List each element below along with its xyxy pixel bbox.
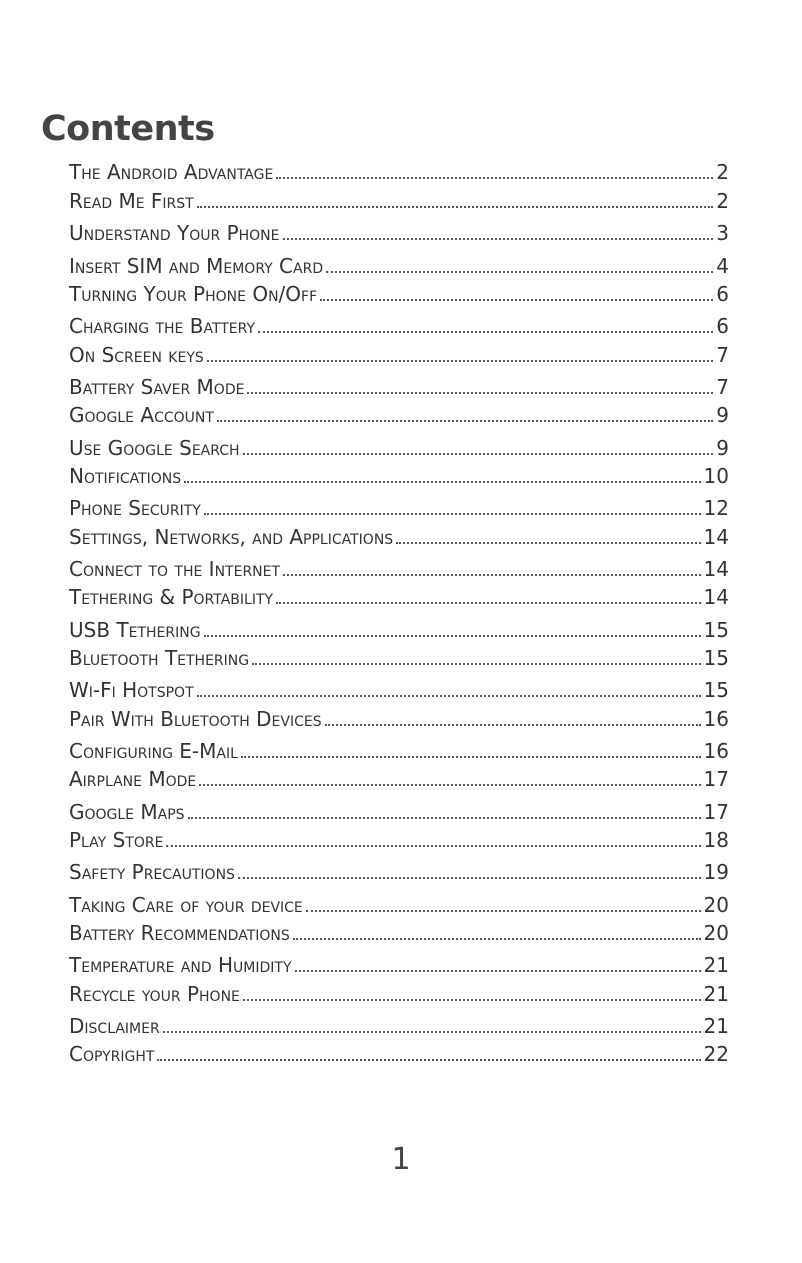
- toc-entry-label: Safety Precautions: [69, 860, 235, 884]
- toc-entry-label: Wi-Fi Hotspot: [69, 678, 194, 702]
- dot-leader: [283, 574, 701, 576]
- toc-entry-label: Phone Security: [69, 496, 201, 520]
- toc-entry-safety-precautions[interactable]: [69, 858, 729, 882]
- toc-entry-label: Insert SIM and Memory Card: [69, 254, 324, 278]
- dot-leader: [163, 1031, 701, 1033]
- toc-entry-label: Configuring E-Mail: [69, 739, 238, 763]
- toc-entry-page: 4: [716, 254, 729, 278]
- toc-entry-page: 14: [703, 557, 729, 581]
- dot-leader: [238, 877, 701, 879]
- toc-entry-label: On Screen keys: [69, 343, 204, 367]
- toc-entry-label: Battery Saver Mode: [69, 375, 245, 399]
- toc-entry-battery-recommendations[interactable]: [69, 919, 729, 943]
- dot-leader: [197, 695, 701, 697]
- toc-entry-wifi-hotspot[interactable]: [69, 676, 729, 700]
- toc-entry-bluetooth-tethering[interactable]: [69, 644, 729, 668]
- dot-leader: [293, 938, 701, 940]
- toc-entry-page: 20: [703, 921, 729, 945]
- dot-leader: [258, 331, 713, 333]
- toc-entry-page: 16: [703, 707, 729, 731]
- toc-entry-page: 21: [703, 1014, 729, 1038]
- toc-entry-page: 12: [703, 496, 729, 520]
- dot-leader: [204, 513, 701, 515]
- toc-entry-configuring-email[interactable]: [69, 737, 729, 761]
- dot-leader: [204, 635, 701, 637]
- toc-entry-page: 6: [716, 314, 729, 338]
- toc-entry-understand-your-phone[interactable]: [69, 219, 729, 243]
- toc-entry-page: 14: [703, 585, 729, 609]
- toc-entry-page: 22: [703, 1042, 729, 1066]
- toc-entry-page: 21: [703, 953, 729, 977]
- toc-entry-pair-bluetooth-devices[interactable]: [69, 705, 729, 729]
- toc-entry-label: Tethering & Portability: [69, 585, 274, 609]
- toc-entry-page: 2: [716, 189, 729, 213]
- dot-leader: [326, 271, 713, 273]
- toc-entry-page: 21: [703, 982, 729, 1006]
- dot-leader: [295, 970, 701, 972]
- toc-entry-page: 19: [703, 860, 729, 884]
- toc-entry-label: Copyright: [69, 1042, 155, 1066]
- toc-entry-page: 9: [716, 436, 729, 460]
- toc-entry-temperature-humidity[interactable]: [69, 951, 729, 975]
- toc-entry-page: 14: [703, 525, 729, 549]
- toc-entry-turning-phone-on-off[interactable]: [69, 280, 729, 304]
- toc-entry-page: 16: [703, 739, 729, 763]
- toc-entry-page: 9: [716, 403, 729, 427]
- toc-entry-insert-sim[interactable]: [69, 252, 729, 276]
- toc-entry-notifications[interactable]: [69, 462, 729, 486]
- toc-entry-on-screen-keys[interactable]: [69, 341, 729, 365]
- dot-leader: [197, 206, 714, 208]
- toc-entry-label: Use Google Search: [69, 436, 240, 460]
- toc-entry-page: 3: [716, 221, 729, 245]
- toc-entry-label: Notifications: [69, 464, 182, 488]
- dot-leader: [166, 845, 700, 847]
- dot-leader: [217, 420, 713, 422]
- toc-entry-page: 6: [716, 282, 729, 306]
- toc-entry-page: 17: [703, 800, 729, 824]
- toc-entry-page: 15: [703, 678, 729, 702]
- dot-leader: [199, 784, 700, 786]
- toc-entry-label: Temperature and Humidity: [69, 953, 292, 977]
- toc-entry-page: 15: [703, 646, 729, 670]
- dot-leader: [188, 817, 701, 819]
- dot-leader: [396, 542, 700, 544]
- toc-entry-recycle-phone[interactable]: [69, 980, 729, 1004]
- toc-entry-page: 20: [703, 893, 729, 917]
- dot-leader: [207, 360, 714, 362]
- toc-entry-read-me-first[interactable]: [69, 187, 729, 211]
- dot-leader: [243, 999, 701, 1001]
- toc-entry-label: Bluetooth Tethering: [69, 646, 250, 670]
- toc-entry-label: Understand Your Phone: [69, 221, 280, 245]
- toc-entry-label: Play Store: [69, 828, 164, 852]
- toc-entry-battery-saver-mode[interactable]: [69, 373, 729, 397]
- dot-leader: [306, 910, 701, 912]
- toc-entry-label: Charging the Battery: [69, 314, 256, 338]
- toc-entry-android-advantage[interactable]: [69, 158, 729, 182]
- toc-entry-page: 17: [703, 767, 729, 791]
- dot-leader: [241, 756, 701, 758]
- toc-entry-connect-internet[interactable]: [69, 555, 729, 579]
- dot-leader: [157, 1059, 700, 1061]
- toc-entry-label: Read Me First: [69, 189, 194, 213]
- toc-entry-label: The Android Advantage: [69, 160, 274, 184]
- dot-leader: [184, 481, 700, 483]
- page-number: 1: [391, 1142, 411, 1177]
- toc-entry-label: Google Maps: [69, 800, 185, 824]
- toc-entry-label: Taking Care of your device: [69, 893, 303, 917]
- dot-leader: [276, 177, 713, 179]
- contents-title: Contents: [41, 109, 215, 149]
- toc-entry-settings-networks-applications[interactable]: [69, 523, 729, 547]
- toc-entry-page: 7: [716, 375, 729, 399]
- toc-entry-charging-battery[interactable]: [69, 312, 729, 336]
- toc-entry-usb-tethering[interactable]: [69, 616, 729, 640]
- toc-entry-label: Battery Recommendations: [69, 921, 290, 945]
- toc-entry-taking-care-device[interactable]: [69, 891, 729, 915]
- toc-entry-page: 10: [703, 464, 729, 488]
- toc-entry-use-google-search[interactable]: [69, 434, 729, 458]
- toc-entry-disclaimer[interactable]: [69, 1012, 729, 1036]
- toc-entry-label: Google Account: [69, 403, 214, 427]
- toc-entry-label: Airplane Mode: [69, 767, 197, 791]
- toc-entry-label: Pair With Bluetooth Devices: [69, 707, 322, 731]
- toc-entry-page: 7: [716, 343, 729, 367]
- toc-entry-page: 18: [703, 828, 729, 852]
- toc-entry-airplane-mode[interactable]: [69, 765, 729, 789]
- toc-entry-label: Connect to the Internet: [69, 557, 281, 581]
- dot-leader: [325, 724, 701, 726]
- toc-entry-phone-security[interactable]: [69, 494, 729, 518]
- dot-leader: [283, 238, 714, 240]
- toc-entry-tethering-portability[interactable]: [69, 583, 729, 607]
- dot-leader: [276, 602, 700, 604]
- toc-entry-label: Turning Your Phone On/Off: [69, 282, 318, 306]
- toc-entry-label: Recycle your Phone: [69, 982, 240, 1006]
- toc-entry-page: 2: [716, 160, 729, 184]
- dot-leader: [243, 453, 714, 455]
- dot-leader: [320, 299, 713, 301]
- dot-leader: [252, 663, 700, 665]
- toc-entry-page: 15: [703, 618, 729, 642]
- toc-entry-label: Disclaimer: [69, 1014, 160, 1038]
- toc-entry-copyright[interactable]: [69, 1040, 729, 1064]
- toc-entry-play-store[interactable]: [69, 826, 729, 850]
- toc-entry-label: USB Tethering: [69, 618, 201, 642]
- toc-entry-google-maps[interactable]: [69, 798, 729, 822]
- dot-leader: [247, 392, 713, 394]
- toc-entry-google-account[interactable]: [69, 401, 729, 425]
- toc-entry-label: Settings, Networks, and Applications: [69, 525, 394, 549]
